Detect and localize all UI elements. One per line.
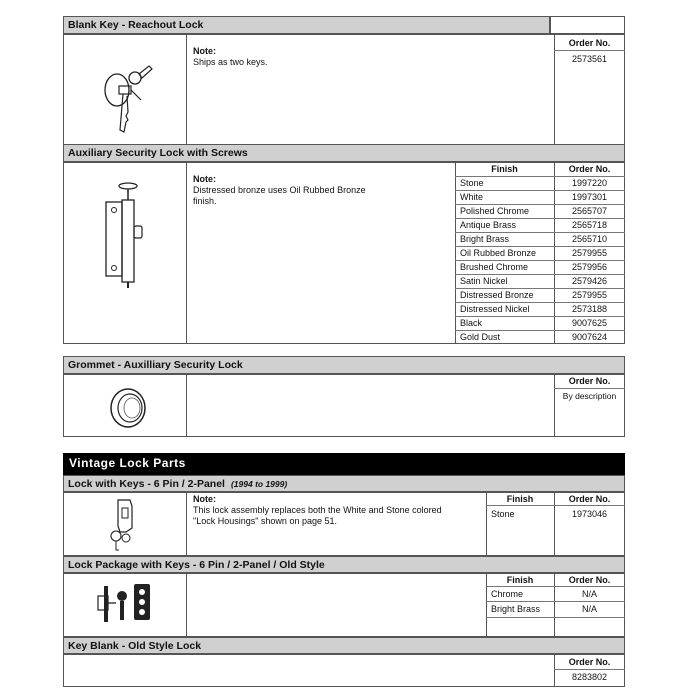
divider: [186, 492, 187, 556]
order-number: 2565718: [571, 220, 608, 230]
row-divider: [455, 274, 625, 275]
order-header: Order No.: [568, 164, 611, 174]
finish-value: Bright Brass: [491, 604, 541, 614]
order-number: 9007624: [571, 332, 608, 342]
divider: [186, 374, 187, 437]
row-divider: [455, 218, 625, 219]
finish-value: Black: [460, 318, 483, 328]
order-header: Order No.: [568, 376, 611, 386]
row-divider: [455, 288, 625, 289]
order-number: N/A: [581, 589, 597, 599]
finish-value: Distressed Bronze: [460, 290, 534, 300]
finish-value: Gold Dust: [460, 332, 501, 342]
row-divider: [455, 176, 625, 177]
divider: [486, 601, 625, 602]
order-number: 2573561: [571, 54, 608, 64]
order-header: Order No.: [568, 494, 611, 504]
order-number: 9007625: [571, 318, 608, 328]
row-divider: [455, 246, 625, 247]
row-divider: [455, 316, 625, 317]
finish-header: Finish: [506, 494, 534, 504]
order-number: 1973046: [571, 509, 608, 519]
divider: [486, 617, 625, 618]
order-header: Order No.: [568, 575, 611, 585]
row-divider: [455, 204, 625, 205]
order-header: Order No.: [568, 38, 611, 48]
finish-value: Stone: [491, 509, 515, 519]
finish-value: Brushed Chrome: [460, 262, 529, 272]
divider: [486, 586, 625, 587]
header-spacer: [550, 16, 625, 34]
row-divider: [455, 330, 625, 331]
order-number: By description: [562, 391, 617, 401]
order-number: 1997220: [571, 178, 608, 188]
order-number: 2579955: [571, 290, 608, 300]
section-header-lock-with-keys: [63, 475, 625, 492]
order-number: 2579426: [571, 276, 608, 286]
order-number: 1997301: [571, 192, 608, 202]
finish-value: Stone: [460, 178, 484, 188]
finish-value: White: [460, 192, 484, 202]
section-header-lock-package: Lock Package with Keys - 6 Pin / 2-Panel / Old Style: [63, 556, 625, 573]
order-number: 2565707: [571, 206, 608, 216]
keys-icon: [95, 60, 165, 140]
finish-value: Oil Rubbed Bronze: [460, 248, 537, 258]
finish-header: Finish: [506, 575, 534, 585]
finish-value: Satin Nickel: [460, 276, 508, 286]
finish-value: Distressed Nickel: [460, 304, 530, 314]
divider: [186, 162, 187, 344]
finish-header: Finish: [491, 164, 518, 174]
order-number: N/A: [581, 604, 597, 614]
row-divider: [455, 302, 625, 303]
note-lock-with-keys: Note: This lock assembly replaces both the White and Stone colored "Lock Housings" shown on page 51.: [193, 494, 442, 526]
row-divider: [455, 260, 625, 261]
section-header-grommet: Grommet - Auxilliary Security Lock: [63, 356, 625, 374]
order-number: 2565710: [571, 234, 608, 244]
divider: [554, 388, 625, 389]
finish-value: Chrome: [491, 589, 524, 599]
order-header: Order No.: [568, 657, 611, 667]
note-blank-key: Note: Ships as two keys.: [193, 46, 268, 67]
divider: [554, 669, 625, 670]
order-number: 8283802: [571, 672, 608, 682]
years-label: (1994 to 1999): [230, 479, 288, 489]
divider: [186, 34, 187, 145]
security-lock-icon: [100, 180, 155, 290]
order-number: 2579955: [571, 248, 608, 258]
divider: [186, 573, 187, 637]
order-number: 2573188: [571, 304, 608, 314]
note-auxiliary-lock: Note: Distressed bronze uses Oil Rubbed Bronze finish.: [193, 174, 366, 206]
finish-value: Bright Brass: [460, 234, 510, 244]
section-title: Lock with Keys - 6 Pin / 2-Panel: [68, 478, 225, 490]
order-number: 2579956: [571, 262, 608, 272]
finish-value: Antique Brass: [460, 220, 517, 230]
row-divider: [455, 190, 625, 191]
lock-package-icon: [94, 580, 160, 628]
lock-with-keys-icon: [106, 496, 142, 554]
section-body-key-blank: [63, 654, 625, 687]
finish-value: Polished Chrome: [460, 206, 530, 216]
vintage-lock-parts-banner: Vintage Lock Parts: [63, 453, 625, 475]
grommet-icon: [104, 384, 150, 430]
divider: [486, 505, 625, 506]
divider: [554, 50, 625, 51]
section-header-key-blank: Key Blank - Old Style Lock: [63, 637, 625, 654]
section-header-auxiliary-lock: Auxiliary Security Lock with Screws: [63, 144, 625, 162]
section-header-blank-key: Blank Key - Reachout Lock: [63, 16, 550, 34]
row-divider: [455, 232, 625, 233]
